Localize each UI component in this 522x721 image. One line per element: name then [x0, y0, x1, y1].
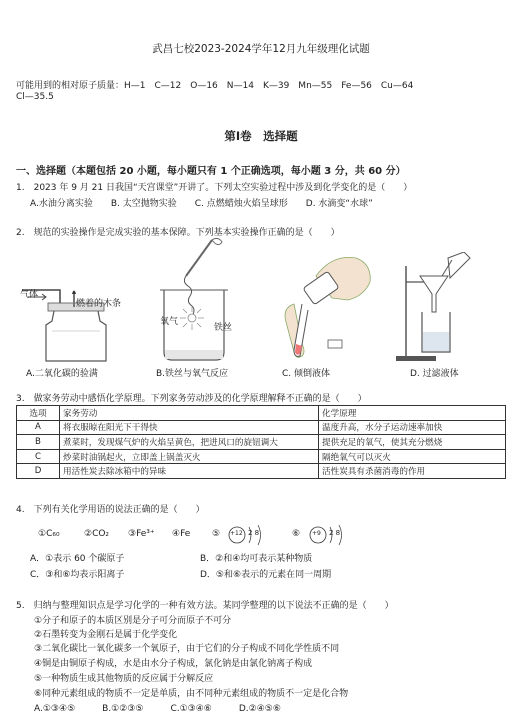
atomic-mass-line-2: Cl—35.5	[16, 92, 54, 102]
iron-wire-figure	[152, 236, 252, 364]
table-cell: 炒菜时油锅起火，立即盖上锅盖灭火	[60, 449, 319, 464]
electron-shells-5: 2 8	[248, 529, 260, 537]
symbol-3: ③Fe³⁺	[128, 529, 155, 539]
section-title: 第Ⅰ卷 选择题	[224, 129, 298, 143]
table-row	[17, 449, 506, 464]
label-gas: 气体	[20, 290, 39, 300]
table-header-row	[17, 406, 506, 421]
symbol-1: ①C₆₀	[38, 529, 60, 539]
table-cell: 温度升高，水分子运动速率加快	[319, 420, 506, 435]
question-5-options: A.①③④⑤ B.①②③⑤ C.①③④⑥ D.②④⑤⑥	[34, 704, 281, 714]
symbol-6-number: ⑥	[292, 529, 301, 539]
question-5-stem: 5. 归纳与整理知识点是学习化学的一种有效方法。某同学整理的以下说法不正确的是（ ）	[16, 601, 394, 611]
filtration-figure	[390, 252, 490, 364]
symbol-5-number: ⑤	[212, 529, 221, 539]
question-4-option-b: B．②和④均可表示某种物质	[200, 554, 313, 564]
electron-shells-6: 2 8	[329, 529, 341, 537]
table-cell: 活性炭具有杀菌消毒的作用	[319, 464, 506, 479]
symbol-2: ②CO₂	[84, 529, 110, 539]
label-burning-stick: 燃着的木条	[76, 299, 122, 309]
question-1-stem: 1. 2023 年 9 月 21 日我国“天宫课堂”开讲了。下列太空实验过程中涉及到化学变化的是（ ）	[16, 183, 413, 193]
question-5-item: ①分子和原子的本质区别是分子可分而原子不可分	[34, 616, 232, 626]
caption-d: D. 过滤液体	[410, 369, 459, 379]
table-cell: 隔绝氧气可以灭火	[319, 449, 506, 464]
question-4-stem: 4. 下列有关化学用语的说法正确的是（ ）	[16, 505, 205, 515]
table-cell: 将衣服晾在阳光下干得快	[60, 420, 319, 435]
nucleus-label-6: +9	[312, 530, 321, 537]
table-cell: D	[17, 464, 60, 479]
question-2-stem: 2. 规范的实验操作是完成实验的基本保障。下列基本实验操作正确的是（ ）	[16, 228, 340, 238]
table-row	[17, 420, 506, 435]
question-5-item: ②石墨转变为金刚石是属于化学变化	[34, 630, 178, 640]
question-4-option-d: D．⑤和⑥表示的元素在同一周期	[200, 570, 332, 580]
question-5-item: ⑥同种元素组成的物质不一定是单质，由不同种元素组成的物质不一定是化合物	[34, 689, 349, 699]
co2-bottle-figure	[16, 265, 128, 365]
caption-a: A.二氧化碳的验满	[26, 369, 98, 379]
table-cell: C	[17, 449, 60, 464]
page-title: 武昌七校2023-2024学年12月九年级理化试题	[152, 43, 370, 55]
caption-b: B.铁丝与氧气反应	[156, 369, 229, 379]
table-cell: A	[17, 420, 60, 435]
label-iron-wire: 铁丝	[214, 323, 233, 333]
question-5-item: ⑤一种物质生成其他物质的反应属于分解反应	[34, 674, 214, 684]
table-cell: 煮菜时，发现煤气炉的火焰呈黄色，把进风口的旋钮调大	[60, 435, 319, 450]
question-4-option-c: C．③和⑥均表示阳离子	[30, 570, 125, 580]
caption-c: C. 倾倒液体	[282, 369, 331, 379]
label-oxygen: 氧气	[160, 317, 179, 327]
table-header-cell: 选项	[17, 406, 60, 421]
part-header: 一、选择题（本题包括 20 小题，每小题只有 1 个正确选项，每小题 3 分，共 60 分）	[16, 166, 406, 177]
question-1-options: A.水油分离实验 B. 太空抛物实验 C. 点燃蜡烛火焰呈球形 D. 水滴变“水球”	[30, 199, 373, 209]
symbol-4: ④Fe	[172, 529, 191, 539]
table-cell: B	[17, 435, 60, 450]
nucleus-label-5: +12	[230, 530, 243, 537]
question-4-option-a: A．①表示 60 个碳原子	[30, 554, 125, 564]
question-3-stem: 3. 做家务劳动中感悟化学原理。下列家务劳动涉及的化学原理解释不正确的是（ ）	[16, 394, 367, 404]
table-header-cell: 家务劳动	[60, 406, 319, 421]
table-cell: 提供充足的氧气，使其充分燃烧	[319, 435, 506, 450]
atomic-mass-line: 可能用到的相对原子质量：H—1 C—12 O—16 N—14 K—39 Mn—55 Fe—56 Cu—64	[16, 81, 414, 91]
question-5-item: ③二氧化碳比一氧化碳多一个氧原子，由于它们的分子构成不同化学性质不同	[34, 644, 340, 654]
table-row	[17, 435, 506, 450]
table-row	[17, 464, 506, 479]
q3-table	[16, 405, 506, 479]
question-5-item: ④铜是由铜原子构成，水是由水分子构成，氯化钠是由氯化钠离子构成	[34, 659, 313, 669]
table-header-cell: 化学原理	[319, 406, 506, 421]
pouring-liquid-figure	[272, 248, 376, 364]
table-cell: 用活性炭去除冰箱中的异味	[60, 464, 319, 479]
